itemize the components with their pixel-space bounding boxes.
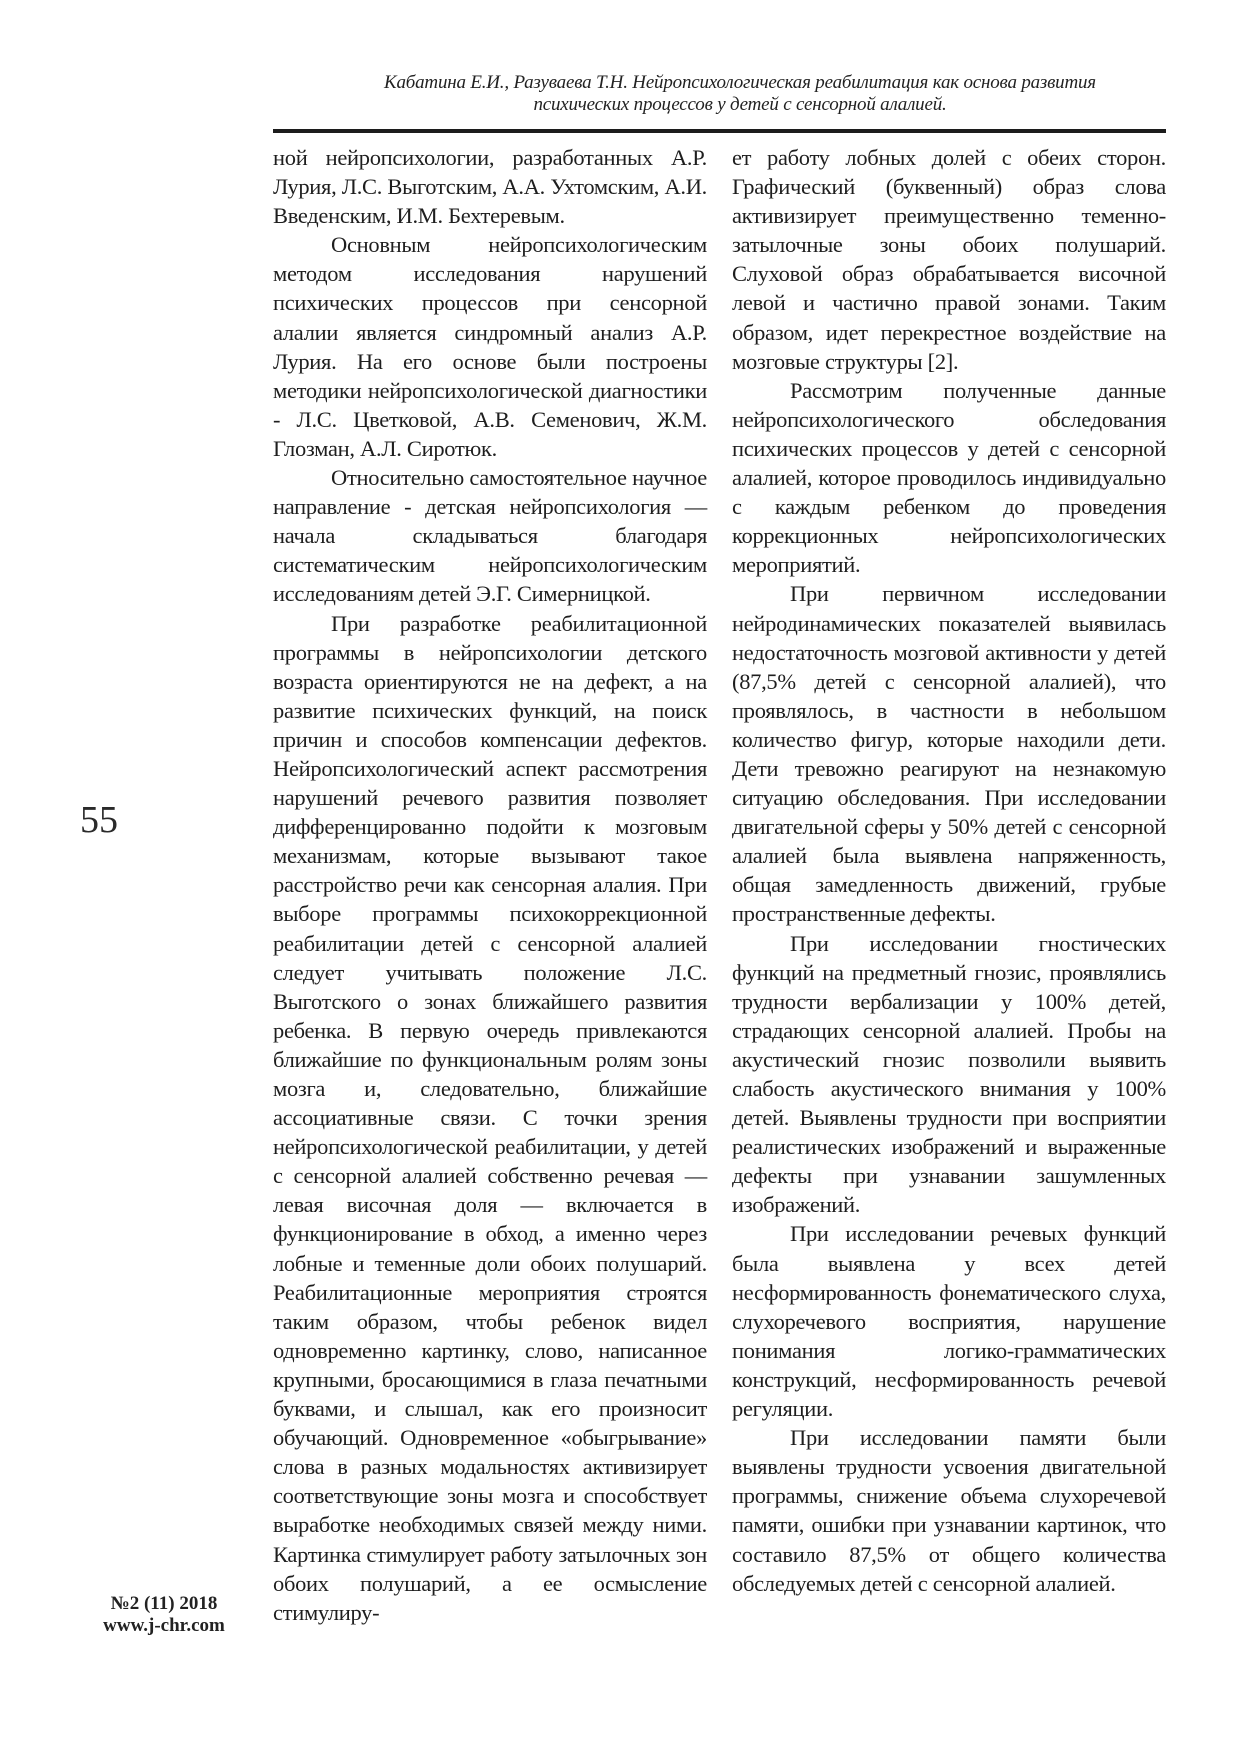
paragraph: Относительно самостоятельное научное направление - детская нейропсихология — начала складываться благодаря систематическим нейропсихологическим исследованиям детей Э.Г. Симерницкой.: [273, 465, 707, 607]
running-head-authors-title: Кабатина Е.И., Разуваева Т.Н. Нейропсихологическая реабилитация как основа развития: [384, 72, 1096, 93]
paragraph: Рассмотрим полученные данные нейропсихологического обследования психических процессов у детей с сенсорной алалией, которое проводилось индивидуально с каждым ребенком до проведения коррекционных нейропсихологических мероприятий.: [732, 377, 1166, 578]
paragraph: При исследовании речевых функций была выявлена у всех детей несформированность фонематического слуха, слухоречевого восприятия, нарушение понимания логико-грамматических конструкций, несформированность речевой регуляции.: [732, 1221, 1166, 1422]
paragraph: ной нейропсихологии, разработанных А.Р. Лурия, Л.С. Выготским, А.А. Ухтомским, А.И. Введенским, И.М. Бехтеревым.: [273, 145, 707, 229]
issue-number: №2 (11) 2018: [110, 1593, 218, 1614]
right-text-column: [732, 143, 1166, 1598]
journal-website-link[interactable]: www.j-chr.com: [103, 1615, 225, 1636]
page-number: 55: [80, 799, 118, 841]
paragraph: При разработке реабилитационной программы в нейропсихологии детского возраста ориентируются не на дефект, а на развитие психических функций, на поиск причин и способов компенсации дефектов. Нейропсихологический аспект рассмотрения нарушений речевого развития позволяет дифференцированно подойти к мозговым механизмам, которые вызывают такое расстройство речи как сенсорная алалия. При выборе программы психокоррекционной реабилитации детей с сенсорной алалией следует учитывать положение Л.С. Выготского о зонах ближайшего развития ребенка. В первую очередь привлекаются ближайшие по функциональным ролям зоны мозга и, следовательно, ближайшие ассоциативные связи. С точки зрения нейропсихологической реабилитации, у детей с сенсорной алалией собственно речевая — левая височная доля — включается в функционирование в обход, а именно через лобные и теменные доли обоих полушарий. Реабилитационные мероприятия строятся таким образом, чтобы ребенок видел одновременно картинку, слово, написанное крупными, бросающимися в глаза печатными буквами, и слышал, как его произносит обучающий. Одновременное «обыгрывание» слова в разных модальностях активизирует соответствующие зоны мозга и способствует выработке необходимых связей между ними. Картинка стимулирует работу затылочных зон обоих полушарий, а ее осмысление стимулиру-: [273, 610, 707, 1625]
paragraph: При первичном исследовании нейродинамических показателей выявилась недостаточность мозговой активности у детей (87,5% детей с сенсорной алалией), что проявлялось, в частности в небольшом количество фигур, которые находили дети. Дети тревожно реагируют на незнакомую ситуацию обследования. При исследовании двигательной сферы у 50% детей с сенсорной алалией была выявлена напряженность, общая замедленность движений, грубые пространственные дефекты.: [732, 581, 1166, 927]
left-text-column: [273, 143, 707, 1627]
paragraph: Основным нейропсихологическим методом исследования нарушений психических процессов при сенсорной алалии является синдромный анализ А.Р. Лурия. На его основе были построены методики нейропсихологической диагностики - Л.С. Цветковой, А.В. Семенович, Ж.М. Глозман, А.Л. Сиротюк.: [273, 232, 707, 461]
running-head-title-continued: психических процессов у детей с сенсорной алалией.: [533, 94, 947, 115]
paragraph: При исследовании гностических функций на предметный гнозис, проявлялись трудности вербализации у 100% детей, страдающих сенсорной алалией. Пробы на акустический гнозис позволили выявить слабость акустического внимания у 100% детей. Выявлены трудности при восприятии реалистических изображений и выраженные дефекты при узнавании зашумленных изображений.: [732, 930, 1166, 1218]
header-rule-divider: [273, 129, 1166, 133]
running-head: [300, 72, 1180, 116]
paragraph: ет работу лобных долей с обеих сторон. Графический (буквенный) образ слова активизирует преимущественно теменно-затылочные зоны обоих полушарий. Слуховой образ обрабатывается височной левой и частично правой зонами. Таким образом, идет перекрестное воздействие на мозговые структуры [2].: [732, 145, 1166, 374]
issue-info: [84, 1593, 244, 1637]
paragraph: При исследовании памяти были выявлены трудности усвоения двигательной программы, снижение объема слухоречевой памяти, ошибки при узнавании картинок, что составило 87,5% от общего количества обследуемых детей с сенсорной алалией.: [732, 1425, 1166, 1596]
